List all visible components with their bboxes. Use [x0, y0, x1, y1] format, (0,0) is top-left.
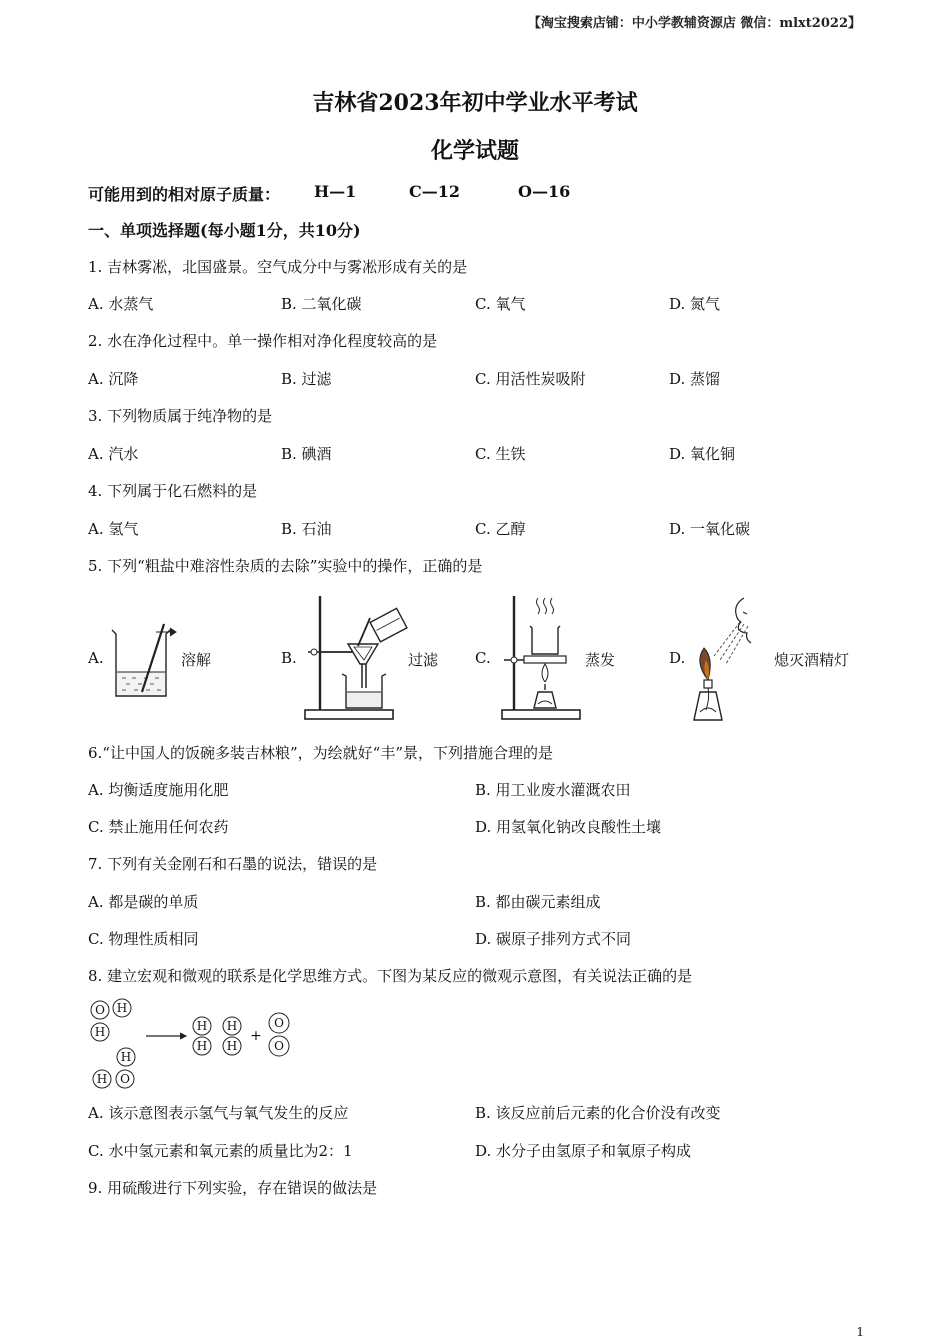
option-b: B. 过滤: [281, 370, 332, 388]
reaction-micro-diagram: [86, 996, 306, 1092]
option-d: D. 氧化铜: [669, 445, 736, 463]
question-stem: 4. 下列属于化石燃料的是: [88, 482, 258, 500]
figure-label-evaporate: 蒸发: [585, 651, 616, 669]
option-a: A. 水蒸气: [88, 295, 154, 313]
option-b: B. 二氧化碳: [281, 295, 362, 313]
question-stem: 7. 下列有关金刚石和石墨的说法，错误的是: [88, 855, 378, 873]
option-a: A.: [88, 649, 104, 667]
option-d: D. 一氧化碳: [669, 520, 751, 538]
atomic-mass-label: 可能用到的相对原子质量：: [88, 185, 281, 204]
atom-h-label: H: [96, 1072, 108, 1086]
option-b: B. 该反应前后元素的化合价没有改变: [475, 1104, 721, 1122]
option-c: C.: [475, 649, 491, 667]
option-c: C. 禁止施用任何农药: [88, 818, 229, 836]
option-a: A. 均衡适度施用化肥: [88, 781, 229, 799]
option-c: C. 水中氢元素和氧元素的质量比为2：1: [88, 1142, 353, 1160]
atomic-mass-o: O—16: [518, 182, 571, 201]
question-stem: 8. 建立宏观和微观的联系是化学思维方式。下图为某反应的微观示意图，有关说法正确的是: [88, 967, 693, 985]
evaporation-figure: [496, 592, 586, 724]
atom-o-label: O: [120, 1072, 130, 1086]
atom-o-label: O: [274, 1016, 284, 1030]
atom-h-label: H: [116, 1001, 128, 1015]
plus-sign: +: [250, 1028, 262, 1044]
option-b: B. 都由碳元素组成: [475, 893, 601, 911]
header-note: 【淘宝搜索店铺：中小学教辅资源店 微信：mlxt2022】: [527, 16, 861, 31]
page-number: 1: [856, 1325, 864, 1339]
figure-label-filter: 过滤: [408, 651, 439, 669]
page-title: 吉林省2023年初中学业水平考试: [312, 90, 638, 116]
question-stem: 2. 水在净化过程中。单一操作相对净化程度较高的是: [88, 332, 438, 350]
atom-h-label: H: [94, 1025, 106, 1039]
dissolve-beaker-figure: [108, 618, 180, 700]
option-b: B. 碘酒: [281, 445, 332, 463]
question-stem: 1. 吉林雾凇，北国盛景。空气成分中与雾凇形成有关的是: [88, 258, 468, 276]
question-stem: 9. 用硫酸进行下列实验，存在错误的做法是: [88, 1179, 378, 1197]
option-c: C. 生铁: [475, 445, 526, 463]
option-d: D. 碳原子排列方式不同: [475, 930, 632, 948]
option-b: B.: [281, 649, 297, 667]
option-b: B. 石油: [281, 520, 332, 538]
atomic-mass-c: C—12: [409, 182, 460, 201]
atom-h-label: H: [226, 1019, 238, 1033]
option-d: D. 蒸馏: [669, 370, 721, 388]
extinguish-lamp-figure: [688, 594, 778, 724]
atom-o-label: O: [95, 1003, 105, 1017]
question-stem: 3. 下列物质属于纯净物的是: [88, 407, 273, 425]
option-d: D. 用氢氧化钠改良酸性土壤: [475, 818, 662, 836]
option-a: A. 都是碳的单质: [88, 893, 199, 911]
option-d: D.: [669, 649, 686, 667]
option-a: A. 该示意图表示氢气与氧气发生的反应: [88, 1104, 349, 1122]
question-stem: 5. 下列“粗盐中难溶性杂质的去除”实验中的操作，正确的是: [88, 557, 483, 575]
atom-h-label: H: [120, 1050, 132, 1064]
option-c: C. 乙醇: [475, 520, 526, 538]
atom-h-label: H: [196, 1039, 208, 1053]
option-c: C. 氧气: [475, 295, 526, 313]
option-a: A. 氢气: [88, 520, 139, 538]
question-stem: 6.“让中国人的饭碗多装吉林粮”，为绘就好“丰”景，下列措施合理的是: [88, 744, 553, 762]
page-subtitle: 化学试题: [430, 138, 519, 164]
option-b: B. 用工业废水灌溉农田: [475, 781, 631, 799]
option-c: C. 用活性炭吸附: [475, 370, 586, 388]
option-d: D. 水分子由氢原子和氧原子构成: [475, 1142, 692, 1160]
atom-h-label: H: [196, 1019, 208, 1033]
option-c: C. 物理性质相同: [88, 930, 199, 948]
section-heading: 一、单项选择题(每小题1分，共10分): [88, 221, 361, 240]
figure-label-dissolve: 溶解: [181, 651, 212, 669]
filtration-figure: [300, 592, 405, 724]
atom-h-label: H: [226, 1039, 238, 1053]
figure-label-extinguish: 熄灭酒精灯: [774, 651, 850, 669]
atom-o-label: O: [274, 1039, 284, 1053]
option-a: A. 沉降: [88, 370, 139, 388]
option-d: D. 氮气: [669, 295, 721, 313]
atomic-mass-h: H—1: [314, 182, 357, 201]
option-a: A. 汽水: [88, 445, 139, 463]
